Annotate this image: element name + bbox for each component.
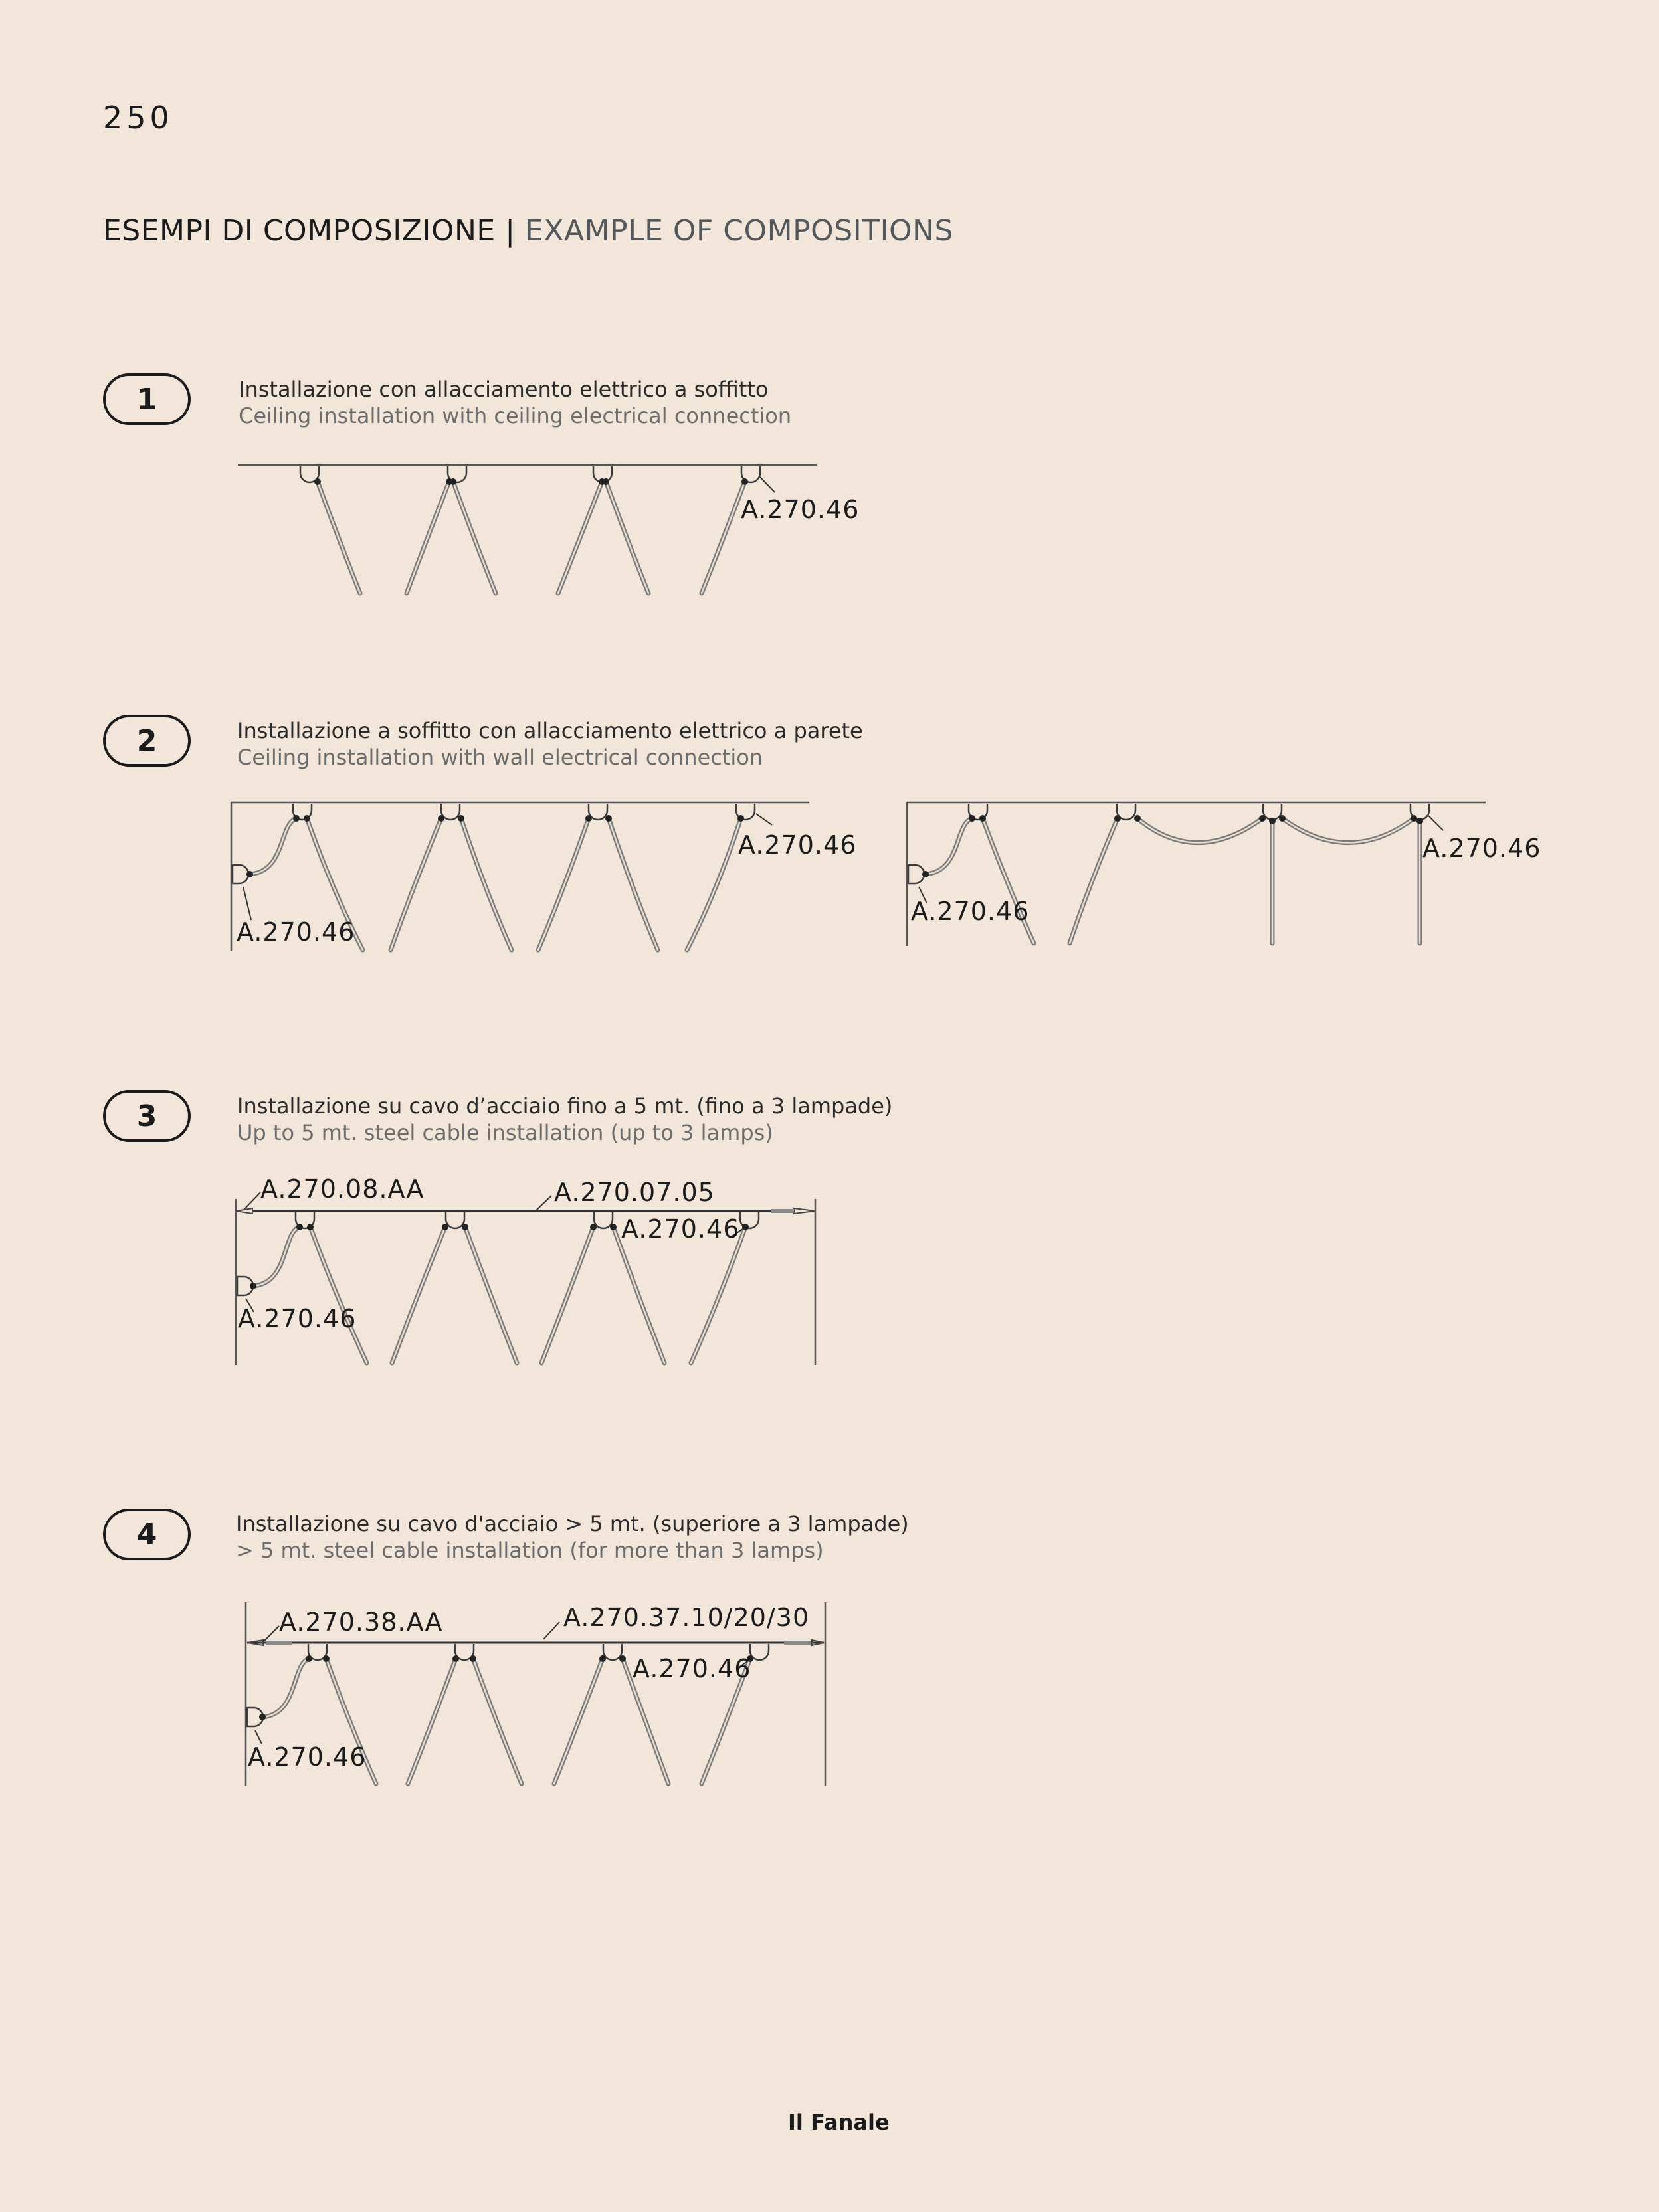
caption-italian: Installazione su cavo d’acciaio fino a 5 mt. (fino a 3 lampade) bbox=[237, 1093, 893, 1119]
step-badge-1: 1 bbox=[103, 373, 191, 425]
part-code-label: A.270.38.AA bbox=[279, 1608, 443, 1637]
step-badge-4: 4 bbox=[103, 1509, 191, 1560]
part-code-label: A.270.37.10/20/30 bbox=[563, 1603, 810, 1632]
drawing-section-1 bbox=[238, 465, 859, 593]
title-english: EXAMPLE OF COMPOSITIONS bbox=[525, 214, 954, 248]
part-code-label: A.270.46 bbox=[1422, 834, 1541, 863]
title-separator: | bbox=[505, 214, 516, 248]
drawing-section-2-right bbox=[907, 802, 1541, 946]
drawing-section-3 bbox=[236, 1174, 815, 1365]
caption-english: > 5 mt. steel cable installation (for more than 3 lamps) bbox=[236, 1538, 824, 1563]
part-code-label: A.270.46 bbox=[621, 1214, 740, 1244]
part-code-label: A.270.07.05 bbox=[554, 1178, 715, 1207]
caption-english: Ceiling installation with wall electrical connection bbox=[237, 745, 763, 770]
footer-brand: Il Fanale bbox=[788, 2110, 890, 2135]
part-code-label: A.270.46 bbox=[237, 917, 355, 947]
drawing-section-2-left bbox=[231, 802, 856, 951]
drawing-section-4 bbox=[246, 1602, 825, 1786]
caption-english: Up to 5 mt. steel cable installation (up to 3 lamps) bbox=[237, 1120, 773, 1145]
step-badge-3: 3 bbox=[103, 1090, 191, 1142]
caption-italian: Installazione su cavo d'acciaio > 5 mt. (superiore a 3 lampade) bbox=[236, 1511, 909, 1536]
part-code-label: A.270.46 bbox=[738, 830, 857, 860]
part-code-label: A.270.46 bbox=[248, 1742, 367, 1772]
part-code-label: A.270.08.AA bbox=[260, 1174, 425, 1204]
part-code-label: A.270.46 bbox=[911, 897, 1030, 926]
caption-english: Ceiling installation with ceiling electrical connection bbox=[239, 403, 792, 428]
part-code-label: A.270.46 bbox=[633, 1654, 751, 1683]
caption-italian: Installazione a soffitto con allacciamento elettrico a parete bbox=[237, 718, 863, 743]
part-code-label: A.270.46 bbox=[238, 1304, 357, 1333]
step-badge-2: 2 bbox=[103, 715, 191, 767]
part-code-label: A.270.46 bbox=[741, 495, 860, 524]
page-number: 250 bbox=[103, 100, 173, 136]
title-italian: ESEMPI DI COMPOSIZIONE bbox=[103, 214, 496, 248]
caption-italian: Installazione con allacciamento elettrico a soffitto bbox=[239, 377, 769, 402]
